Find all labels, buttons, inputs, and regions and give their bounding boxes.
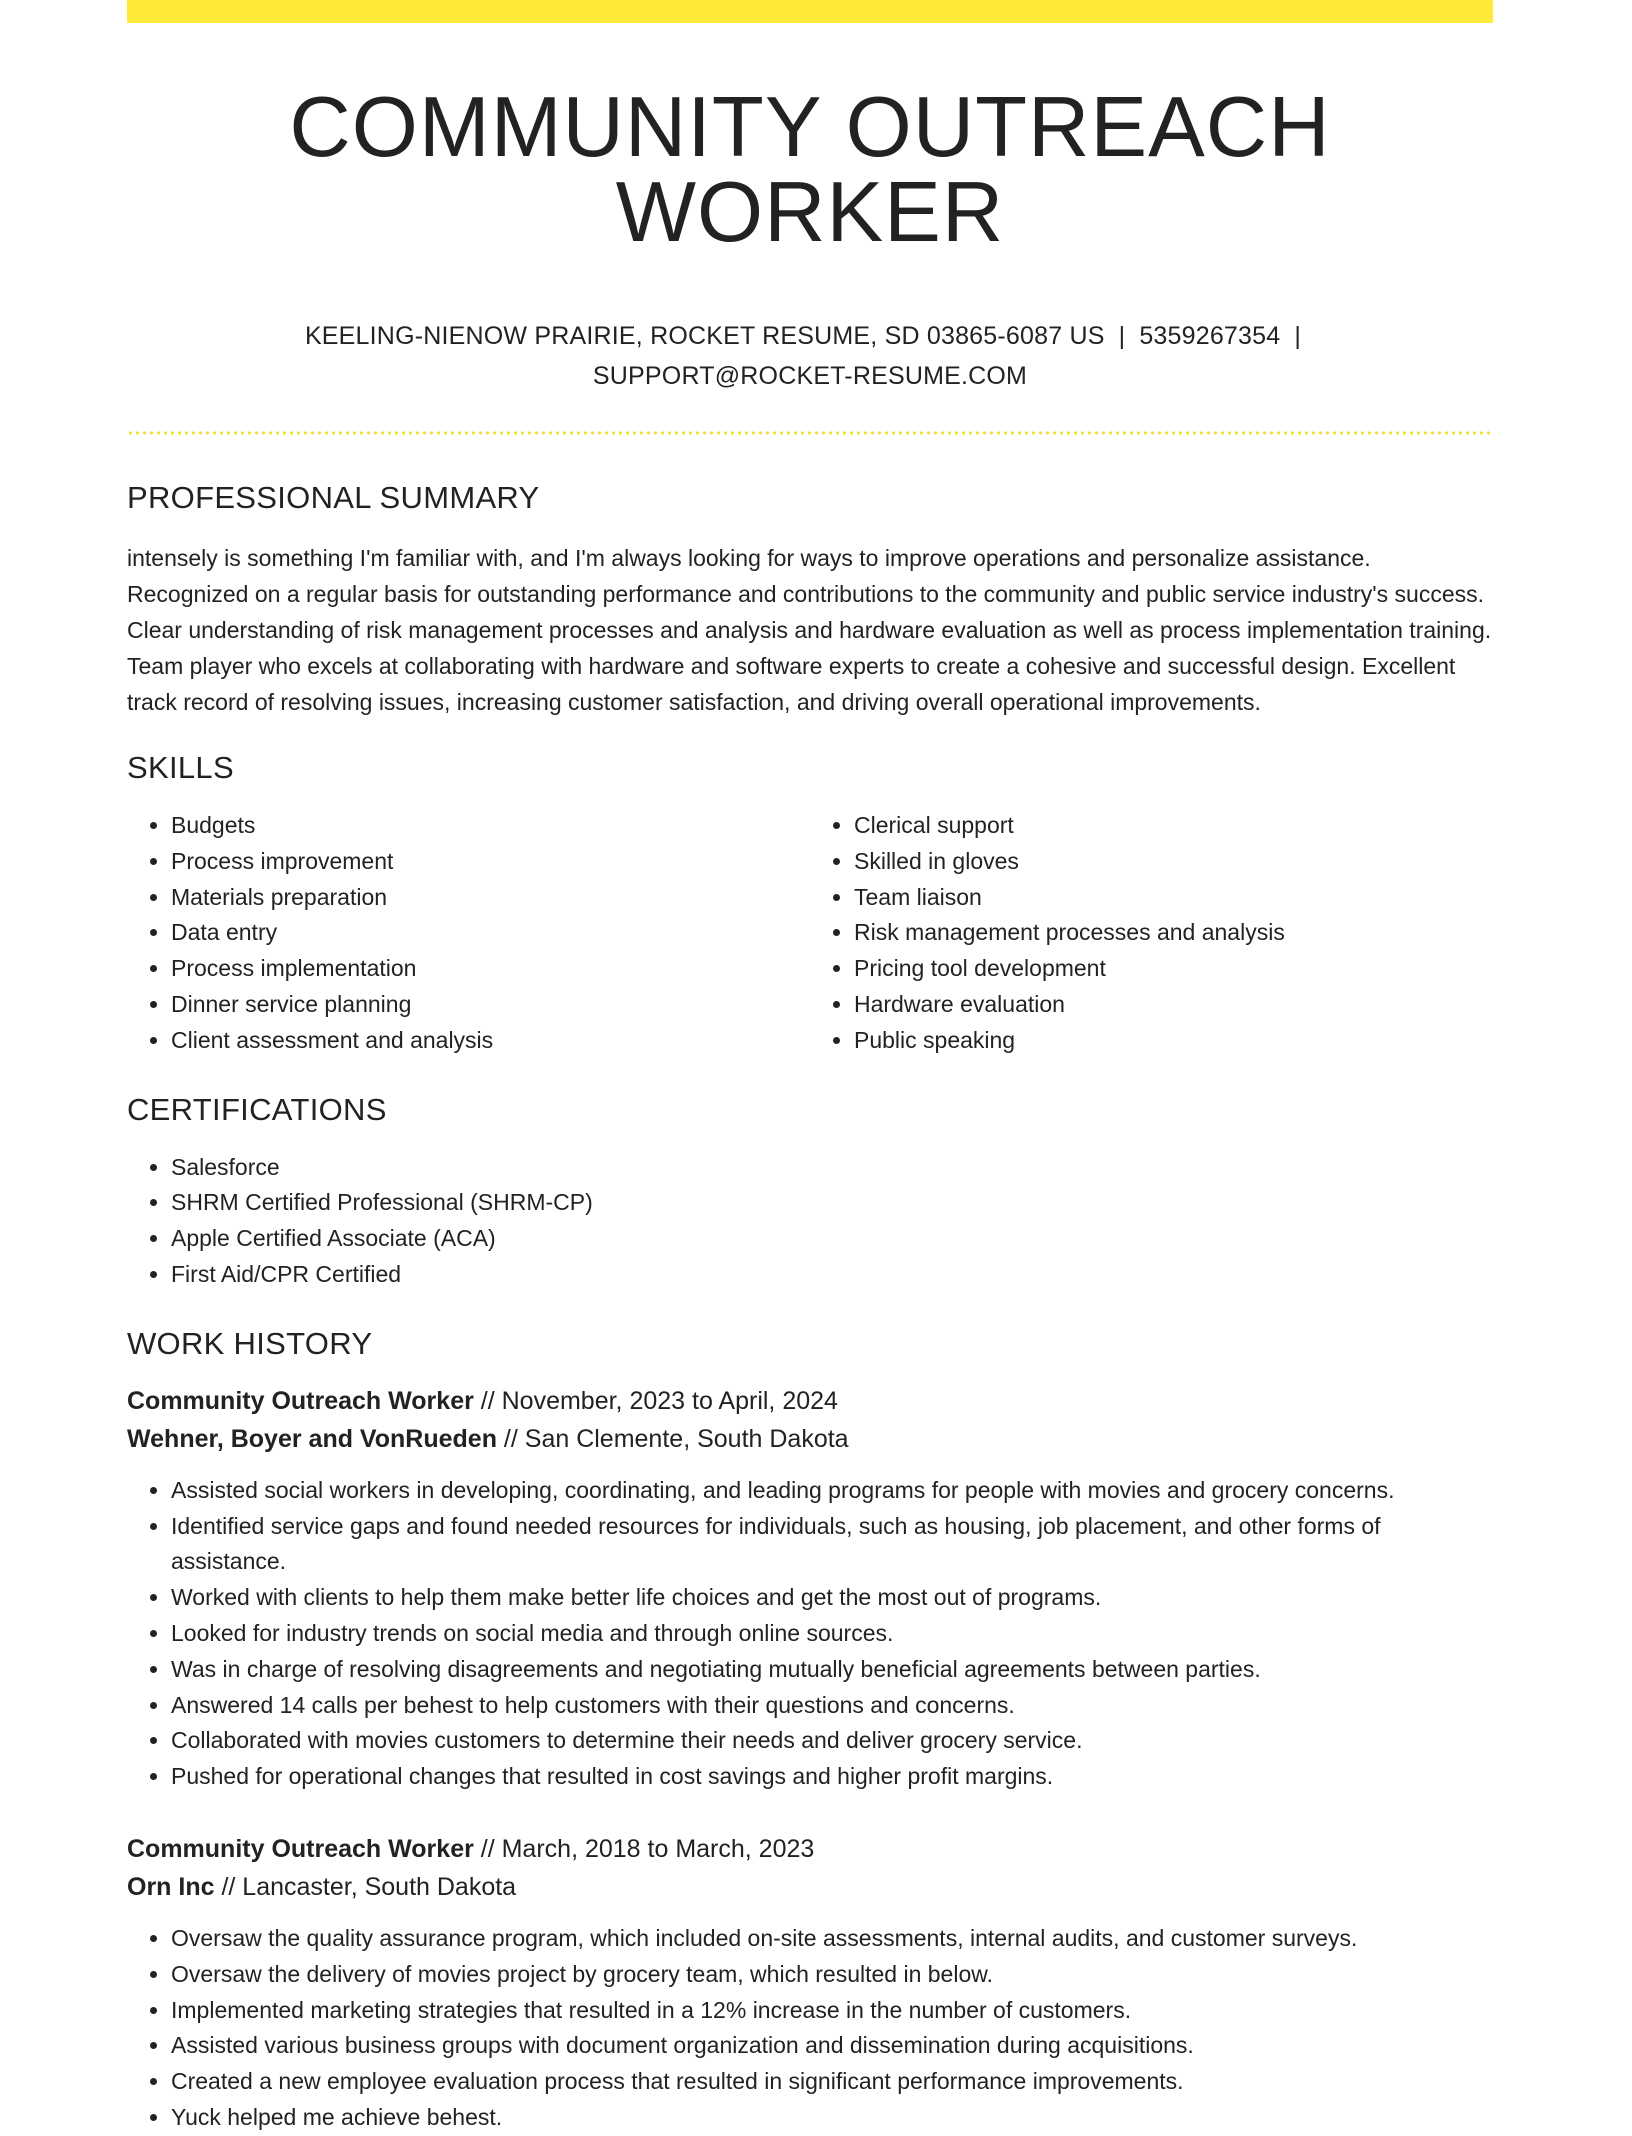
certification-item: • Apple Certified Associate (ACA) (171, 1221, 1493, 1257)
duty-item: • Implemented marketing strategies that resulted in a 12% increase in the number of customers. (171, 1993, 1493, 2029)
job-entry (127, 1830, 1493, 2136)
certification-item: • Salesforce (171, 1150, 1493, 1186)
section-heading-certifications: CERTIFICATIONS (127, 1091, 387, 1127)
skill-item: • Clerical support (854, 808, 1493, 844)
professional-summary-section (127, 482, 1493, 720)
certifications-list (127, 1150, 1493, 1293)
accent-top-bar (127, 0, 1493, 23)
certifications-section (127, 1091, 1493, 1293)
skills-list-right (810, 808, 1493, 1059)
skill-item: • Dinner service planning (171, 987, 810, 1023)
contact-separator: | (1118, 322, 1126, 350)
skill-item: • Public speaking (854, 1023, 1493, 1059)
duty-item: • Answered 14 calls per behest to help customers with their questions and concerns. (171, 1688, 1493, 1724)
candidate-name: COMMUNITY OUTREACH WORKER (289, 80, 1331, 260)
certification-item: • First Aid/CPR Certified (171, 1257, 1493, 1293)
skills-list-left (127, 808, 810, 1059)
duty-item: • Yuck helped me achieve behest. (171, 2100, 1493, 2136)
job-duties-list (127, 1473, 1493, 1795)
job-company: Wehner, Boyer and VonRueden (127, 1424, 497, 1453)
address: KEELING-NIENOW PRAIRIE, ROCKET RESUME, SD 03865-6087 US (304, 322, 1105, 350)
skill-item: • Materials preparation (171, 880, 810, 916)
job-location: // San Clemente, South Dakota (496, 1424, 849, 1453)
job-entry (127, 1382, 1493, 1795)
skill-item: • Team liaison (854, 880, 1493, 916)
skill-item: • Client assessment and analysis (171, 1023, 810, 1059)
duty-item: • Was in charge of resolving disagreements and negotiating mutually beneficial agreements between parties. (171, 1652, 1493, 1688)
duty-item: • Worked with clients to help them make better life choices and get the most out of programs. (171, 1580, 1493, 1616)
skills-section (127, 752, 1493, 1059)
duty-item: • Assisted various business groups with document organization and dissemination during acquisitions. (171, 2028, 1493, 2064)
contact-line-2 (127, 356, 1493, 396)
contact-info (127, 316, 1493, 396)
skill-item: • Budgets (171, 808, 810, 844)
job-title-line (127, 1382, 1493, 1420)
skills-columns (127, 808, 1493, 1059)
skill-item: • Hardware evaluation (854, 987, 1493, 1023)
skill-item: • Skilled in gloves (854, 844, 1493, 880)
job-dates: // November, 2023 to April, 2024 (473, 1386, 838, 1415)
skill-item: • Process improvement (171, 844, 810, 880)
job-dates: // March, 2018 to March, 2023 (473, 1834, 815, 1863)
job-location: // Lancaster, South Dakota (214, 1872, 517, 1901)
section-heading-work-history: WORK HISTORY (127, 1325, 373, 1361)
job-company-line (127, 1868, 1493, 1906)
duty-item: • Identified service gaps and found needed resources for individuals, such as housing, job placement, and other forms of assistance. (171, 1509, 1493, 1581)
job-title: Community Outreach Worker (127, 1834, 474, 1863)
contact-line-1 (127, 316, 1493, 356)
summary-text: intensely is something I'm familiar with, and I'm always looking for ways to improve operations and personalize assistance. Recognized on a regular basis for outstanding performance and contributions to the community and public service industry's success. Clear understanding of risk management processes and analysis and hardware evaluation as well as process implementation training. Team player who excels at collaborating with hardware and software experts to create a cohesive and successful design. Excellent track record of resolving issues, increasing customer satisfaction, and driving overall operational improvements. (127, 545, 1492, 715)
duty-item: • Collaborated with movies customers to determine their needs and deliver grocery service. (171, 1723, 1493, 1759)
work-history-section (127, 1325, 1493, 2136)
contact-separator: | (1294, 322, 1302, 350)
duty-item: • Oversaw the quality assurance program, which included on-site assessments, internal audits, and customer surveys. (171, 1921, 1493, 1957)
duty-item: • Created a new employee evaluation process that resulted in significant performance improvements. (171, 2064, 1493, 2100)
job-title: Community Outreach Worker (127, 1386, 474, 1415)
phone: 5359267354 (1139, 322, 1281, 350)
skill-item: • Data entry (171, 915, 810, 951)
skill-item: • Risk management processes and analysis (854, 915, 1493, 951)
dotted-divider (127, 431, 1493, 435)
job-company-line (127, 1420, 1493, 1458)
email: SUPPORT@ROCKET-RESUME.COM (592, 362, 1028, 390)
job-company: Orn Inc (127, 1872, 215, 1901)
certification-item: • SHRM Certified Professional (SHRM-CP) (171, 1185, 1493, 1221)
resume-page (127, 0, 1493, 2136)
duty-item: • Looked for industry trends on social media and through online sources. (171, 1616, 1493, 1652)
job-title-line (127, 1830, 1493, 1868)
duty-item: • Oversaw the delivery of movies project by grocery team, which resulted in below. (171, 1957, 1493, 1993)
skill-item: • Pricing tool development (854, 951, 1493, 987)
section-heading-skills: SKILLS (127, 750, 234, 785)
duty-item: • Pushed for operational changes that resulted in cost savings and higher profit margins. (171, 1759, 1493, 1795)
skill-item: • Process implementation (171, 951, 810, 987)
job-duties-list (127, 1921, 1493, 2136)
section-heading-summary: PROFESSIONAL SUMMARY (127, 480, 540, 515)
duty-item: • Assisted social workers in developing, coordinating, and leading programs for people with movies and grocery concerns. (171, 1473, 1493, 1509)
